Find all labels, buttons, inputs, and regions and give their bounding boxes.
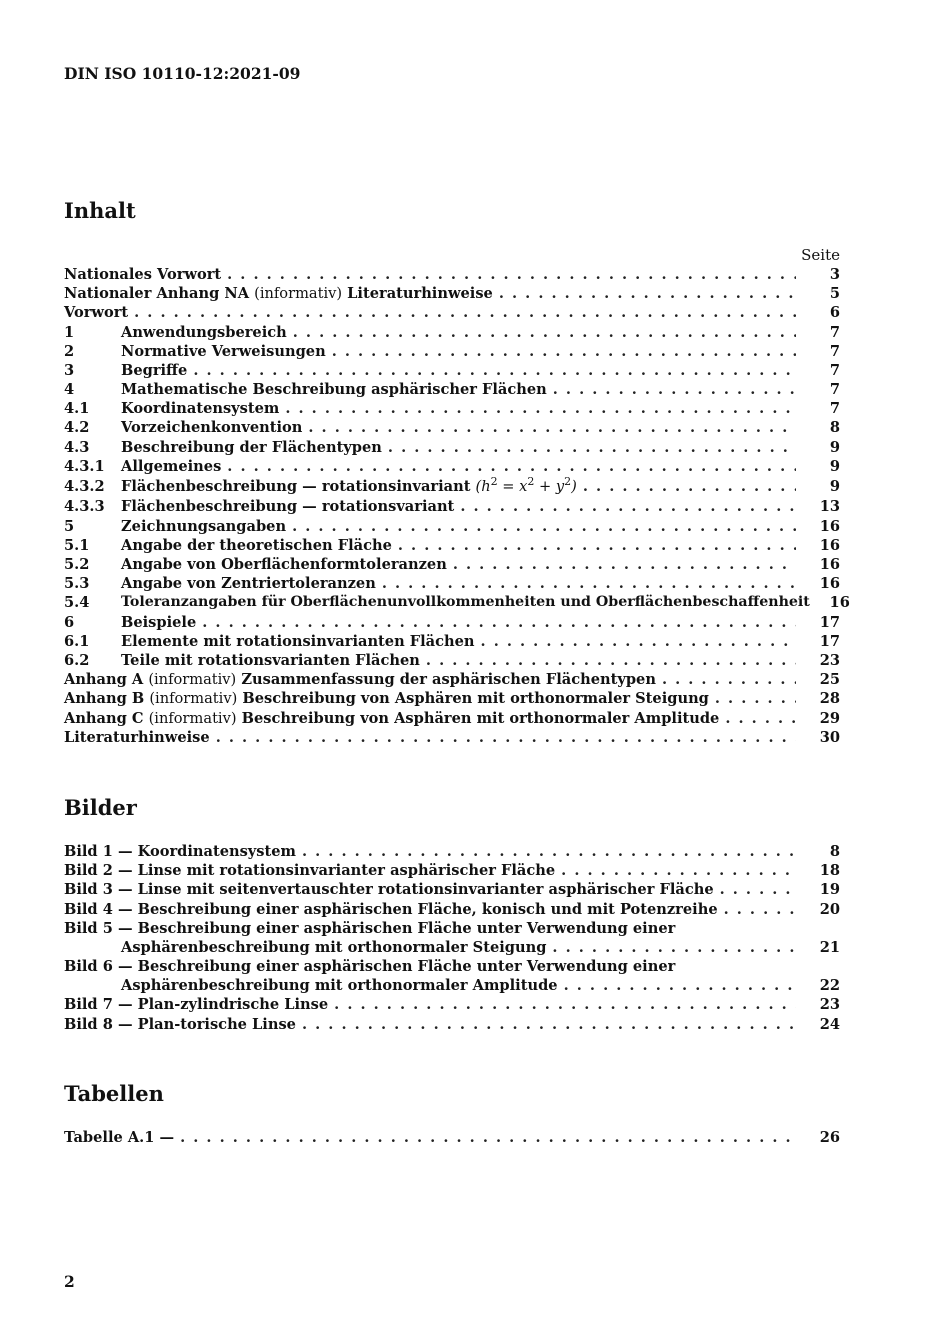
figure-entry[interactable]: Bild 2 — Linse mit rotationsinvarianter asphärischer Fläche . . . 18 [64,861,840,880]
toc-entry[interactable]: Anhang C (informativ) Beschreibung von Asphären mit orthonormaler Amplitude . . . 29 [64,709,840,728]
page-number: 2 [64,1272,75,1291]
toc-entry[interactable]: 6 Beispiele . . . 17 [64,613,840,632]
toc-entry[interactable]: 4.3 Beschreibung der Flächentypen . . . 9 [64,438,840,457]
toc-entry[interactable]: Vorwort . . . 6 [64,303,840,322]
toc-entry[interactable]: 5.2 Angabe von Oberflächenformtoleranzen . . . 16 [64,555,840,574]
figure-entry[interactable]: Bild 3 — Linse mit seitenvertauschter rotationsinvarianter asphärischer Fläche . . . 19 [64,880,840,899]
toc-entry[interactable]: 6.1 Elemente mit rotationsinvarianten Flächen . . . 17 [64,632,840,651]
toc-entry[interactable]: 4.3.3 Flächenbeschreibung — rotationsvariant . . . 13 [64,497,840,516]
toc-entry[interactable]: Nationales Vorwort . . . 3 [64,265,840,284]
toc-entry[interactable]: Anhang B (informativ) Beschreibung von Asphären mit orthonormaler Steigung . . . 28 [64,689,840,708]
toc-entry[interactable]: 3 Begriffe . . . 7 [64,361,840,380]
page-column-label: Seite [801,246,840,264]
toc-entry[interactable]: 4.1 Koordinatensystem . . . 7 [64,399,840,418]
contents-list [64,265,850,747]
toc-entry[interactable]: Literaturhinweise . . . 30 [64,728,840,747]
toc-entry[interactable]: 4.2 Vorzeichenkonvention . . . 8 [64,419,840,438]
toc-entry[interactable]: 4.3.2 Flächenbeschreibung — rotationsinvariant $(h^2 = x^2 + y^2)$ . . . 9 [64,476,840,497]
toc-entry[interactable]: 4.3.1 Allgemeines . . . 9 [64,457,840,476]
tables-heading: Tabellen [64,1081,164,1106]
toc-entry[interactable]: 5.4 Toleranzangaben für Oberflächenunvollkommenheiten und Oberflächenbeschaffenheit 16 [64,594,850,612]
figure-entry-continued[interactable]: Asphärenbeschreibung mit orthonormaler Steigung . . . 21 [64,938,840,957]
toc-entry[interactable]: 2 Normative Verweisungen . . . 7 [64,342,840,361]
figure-entry[interactable]: Bild 5 — Beschreibung einer asphärischen Fläche unter Verwendung einer [64,919,676,937]
toc-entry[interactable]: 1 Anwendungsbereich . . . 7 [64,323,840,342]
formula: $(h^2 = x^2 + y^2)$ [475,475,577,496]
toc-entry[interactable]: 6.2 Teile mit rotationsvarianten Flächen . . . 23 [64,651,840,670]
figures-list [64,842,840,1034]
figure-entry[interactable]: Bild 7 — Plan-zylindrische Linse . . . 23 [64,996,840,1015]
figures-heading: Bilder [64,795,137,820]
figure-entry[interactable]: Bild 6 — Beschreibung einer asphärischen Fläche unter Verwendung einer [64,958,676,976]
toc-entry[interactable]: 5 Zeichnungsangaben . . . 16 [64,517,840,536]
contents-heading: Inhalt [64,198,136,223]
figure-entry[interactable]: Bild 8 — Plan-torische Linse . . . 24 [64,1015,840,1034]
toc-entry[interactable]: 5.1 Angabe der theoretischen Fläche . . . 16 [64,536,840,555]
toc-entry[interactable]: Nationaler Anhang NA (informativ) Literaturhinweise . . . 5 [64,284,840,303]
toc-entry[interactable]: 4 Mathematische Beschreibung asphärischer Flächen . . . 7 [64,380,840,399]
table-entry[interactable]: Tabelle A.1 — . . . 26 [64,1128,840,1147]
tables-list [64,1128,840,1147]
toc-entry[interactable]: Anhang A (informativ) Zusammenfassung der asphärischen Flächentypen . . . 25 [64,670,840,689]
document-id: DIN ISO 10110-12:2021-09 [64,64,301,83]
toc-entry[interactable]: 5.3 Angabe von Zentriertoleranzen . . . 16 [64,574,840,593]
figure-entry[interactable]: Bild 4 — Beschreibung einer asphärischen Fläche, konisch und mit Potenzreihe . . . 20 [64,900,840,919]
figure-entry[interactable]: Bild 1 — Koordinatensystem . . . 8 [64,842,840,861]
figure-entry-continued[interactable]: Asphärenbeschreibung mit orthonormaler Amplitude . . . 22 [64,976,840,995]
